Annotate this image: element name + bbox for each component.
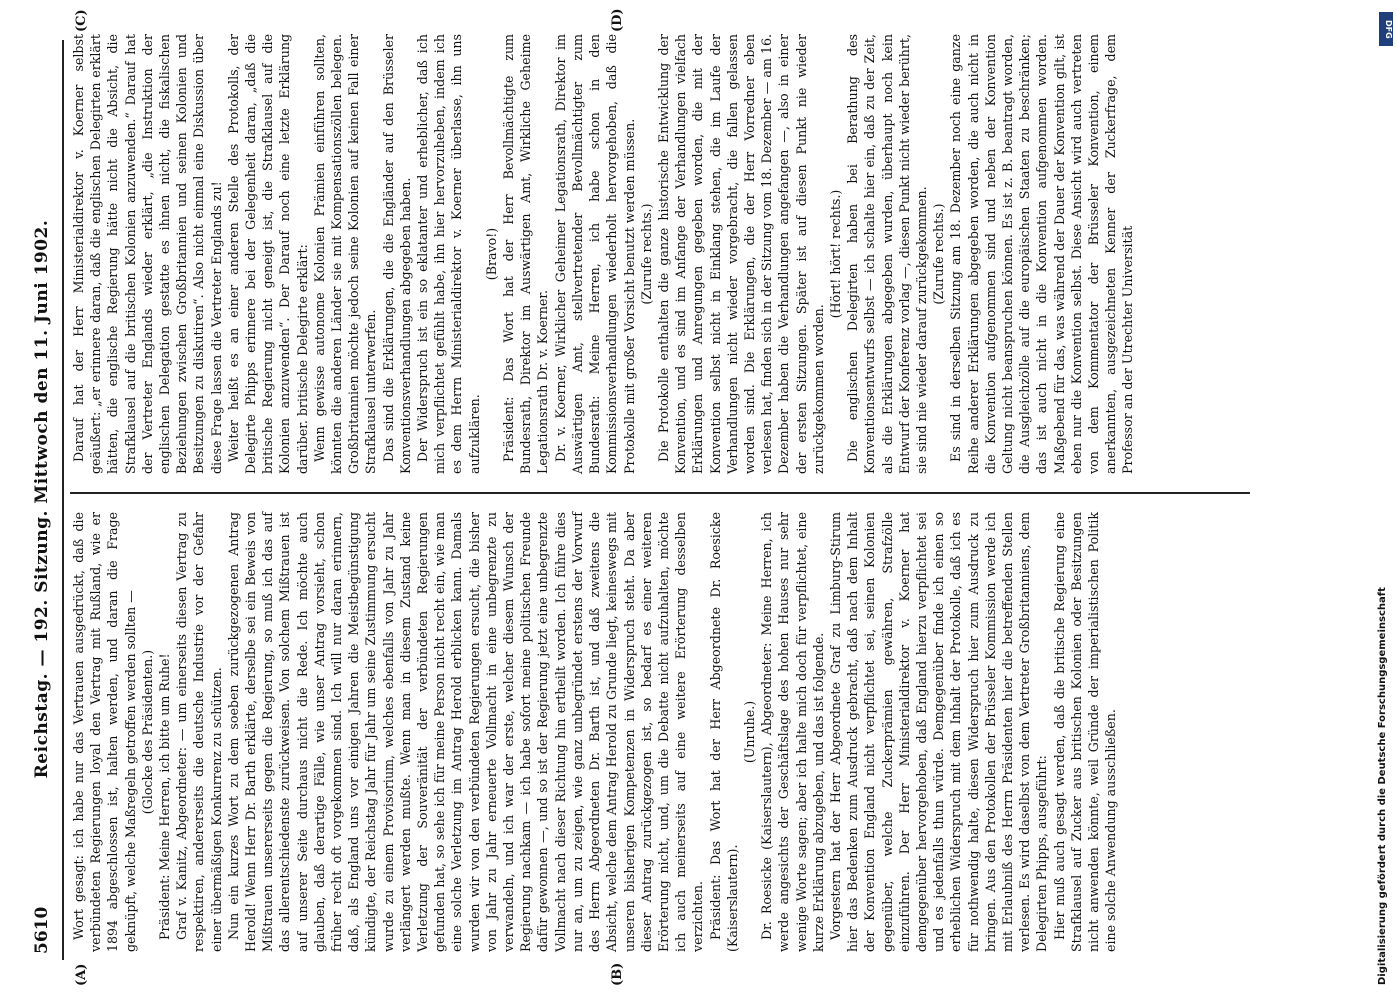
paragraph: Vorgestern hat der Herr Abgeordnete Graf zu Limburg-Stirum hier das Bedenken zum Ausdruck gebracht, daß nach dem Inhalt der Konvention England nicht verpflichtet sei, seinen Kolonien gegenüber, welche Zuckerprämien gewähren, Strafzölle einzuführen. Der Herr Ministerialdirektor v. Koerner hat demgegenüber hervorgehoben, daß England hierzu verpflichtet sei und es jedenfalls thun würde. Demgegenüber finde ich einen so erheblichen Widerspruch mit dem Inhalt der Protokolle, daß ich es für nothwendig halte, diesen Widerspruch hier zum Ausdruck zu bringen. Aus den Protokollen der Brüsseler Kommission werde ich mit Erlaubniß des Herrn Präsidenten hier die betreffenden Stellen verlesen. Es wird daselbst von dem Vertreter Großbritanniens, dem Delegirten Phipps, ausgeführt: <box>827 512 1050 952</box>
margin-marker-a: (A) <box>74 963 89 986</box>
paragraph: Präsident: Meine Herren, ich bitte um Ruhe! <box>157 653 173 940</box>
page-number: 5610 <box>32 906 52 954</box>
paragraph: Nun ein kurzes Wort zu dem soeben zurückgezogenen Antrag Herold! Wenn Herr Dr. Barth erklärte, derselbe sei ein Beweis von Mißtrauen unsererseits gegen die Regierung, so muß ich das auf das allerentschiedenste zurückweisen. Von solchem Mißtrauen ist auf unserer Seite durchaus nicht die Rede. Ich möchte auch glauben, daß derartige Fälle, wie unser Antrag vorsieht, schon früher recht oft vorgekommen sind. Ich will nur daran erinnern, daß, als England uns vor einigen Jahren die Meistbegünstigung kündigte, der Reichstag Jahr für Jahr um seine Zustimmung ersucht wurde zu einem Provisorium, welches ebenfalls von Jahr zu Jahr verlängert werden mußte. Wenn man in diesem Zustand keine Verletzung der Souveränität der verbündeten Regierungen gefunden hat, so sehe ich für meine Person nicht recht ein, wie man eine solche Verletzung im Antrag Herold erblicken kann. Damals wurden wir von den verbündeten Regierungen ersucht, die bisher von Jahr zu Jahr erneuerte Vollmacht in eine unbegrenzte zu verwandeln, und ich war der erste, welcher diesem Wunsch der Regierung nachkam — ich habe sofort meine politischen Freunde dafür gewonnen —, und so ist der Regierung jetzt eine unbegrenzte Vollmacht nach dieser Richtung hin ertheilt worden. Ich führe dies nur an, um zu zeigen, wie ganz unbegründet erstens der Vorwurf des Herrn Abgeordneten Dr. Barth ist, und daß zweitens die Absicht, welche dem Antrag Herold zu Grunde liegt, keineswegs mit unseren bisherigen Kompetenzen in Widerspruch steht. Da aber dieser Antrag zurückgezogen ist, so bedarf es einer weiteren Erörterung nicht, und, um die Debatte nicht aufzuhalten, möchte ich auch meinerseits auf eine weitere Erörterung desselben verzichten. <box>225 512 706 952</box>
paragraph: Der Widerspruch ist ein so eklatanter und erheblicher, daß ich mich verpflichtet gefühlt habe, ihn hier hervorzuheben, indem ich es dem Herrn Ministerialdirektor v. Koerner überlasse, ihn uns aufzuklären. <box>415 34 482 474</box>
digitization-note: Digitalisierung gefördert durch die Deutsche Forschungsgemeinschaft <box>1377 587 1388 985</box>
paragraph: Die Protokolle enthalten die ganze historische Entwicklung der Konvention, und es sind im Anfange der Verhandlungen vielfach Erklärungen und Anregungen gegeben worden, die mit der Konvention selbst nicht in Einklang stehen, die im Laufe der Verhandlungen nicht wieder vorgebracht, die fallen gelassen worden sind. Die Erklärungen, die der Herr Vorredner eben verlesen hat, finden sich in der Sitzung vom 18. Dezember — am 16. Dezember haben die Verhandlungen angefangen —, also in einer der ersten Sitzungen. Später ist auf diesen Punkt nie wieder zurückgekommen worden. <box>655 34 826 474</box>
paragraph: Dr. v. Koerner, Wirklicher Geheimer Legationsrath, Direktor im Auswärtigen Amt, stellvertretender Bevollmächtigter zum Bundesrath: Meine Herren, ich habe schon in den Kommissionsverhandlungen wiederholt hervorgehoben, daß die Protokolle mit großer Vorsicht benutzt werden müssen. <box>552 34 637 474</box>
paragraph: (Hört! hört! rechts.) <box>827 189 843 319</box>
margin-marker-b: (B) <box>610 962 625 986</box>
digitization-sidebar <box>1375 0 1397 1000</box>
margin-marker-c: (C) <box>74 9 89 32</box>
page-title: Reichstag. — 192. Sitzung. Mittwoch den 11. Juni 1902. <box>32 219 52 779</box>
paragraph: Hier muß auch gesagt werden, daß die britische Regierung eine Strafklausel auf Zucker aus britischen Kolonien oder Besitzungen nicht anwenden könnte, weil Gründe der imperialistischen Politik eine solche Anwendung ausschließen. <box>1051 512 1119 952</box>
paragraph: Wenn gewisse autonome Kolonien Prämien einführen sollten, könnten die anderen Länder sie mit Kompensationszöllen belegen. Großbritannien möchte jedoch seine Kolonien auf keinen Fall einer Strafklausel unterwerfen. <box>311 34 379 474</box>
header-rule <box>62 40 64 960</box>
paragraph: (Glocke des Präsidenten.) <box>139 649 155 815</box>
paragraph: (Unruhe.) <box>741 700 757 764</box>
paragraph: Präsident: Das Wort hat der Herr Abgeordnete Dr. Roesicke (Kaiserslautern). <box>707 512 740 952</box>
right-column <box>70 34 1250 474</box>
paragraph: Darauf hat der Herr Ministerialdirektor v. Koerner selbst geäußert: „er erinnere daran, daß die englischen Delegirten erklärt hätten, die englische Regierung hätte nicht die Absicht, die Strafklausel auf die britischen Kolonien anzuwenden.“ Darauf hat der Vertreter Englands wieder erklärt, „die Instruktion der englischen Delegation gestatte es ihnen nicht, die fiskalischen Beziehungen zwischen Großbritannien und seinen Kolonien und Besitzungen zu diskutiren“. Also nicht einmal eine Diskussion über diese Frage lassen die Vertreter Englands zu! <box>71 34 224 474</box>
paragraph: Dr. Roesicke (Kaiserslautern), Abgeordneter: Meine Herren, ich werde angesichts der Geschäftslage des hohen Hauses nur sehr wenige Worte sagen; aber ich halte mich doch für verpflichtet, eine kurze Erklärung abzugeben, und das ist folgende. <box>759 512 826 952</box>
paragraph: Es sind in derselben Sitzung am 18. Dezember noch eine ganze Reihe anderer Erklärungen abgegeben worden, die auch nicht in die Konvention aufgenommen sind und neben der Konvention Geltung nicht beanspruchen können. Es ist z. B. beantragt worden, die Ausgleichzölle auf die europäischen Staaten zu beschränken; das ist auch nicht in die Konvention aufgenommen worden. Maßgebend für das, was während der Dauer der Konvention gilt, ist eben nur die Konvention selbst. Diese Ansicht wird auch vertreten von dem Kommentator der Brüsseler Konvention, einem anerkannten, ausgezeichneten Kenner der Zuckerfrage, dem Professor an der Utrechter Universität <box>948 34 1136 474</box>
paragraph: (Bravo!) <box>483 227 499 281</box>
paragraph: (Zurufe rechts.) <box>638 203 654 305</box>
paragraph: Das sind die Erklärungen, die die Engländer auf den Brüsseler Konventionsverhandlungen abgegeben haben. <box>380 34 413 474</box>
paragraph: Weiter heißt es an einer anderen Stelle des Protokolls, der Delegirte Phipps erinnere bei der Gelegenheit daran, „daß die britische Regierung nicht geneigt ist, die Strafklausel auf die Kolonien anzuwenden“. Der Darauf noch eine letzte Erklärung darüber. britische Delegirte erklärt: <box>225 34 310 474</box>
paragraph: (Zurufe rechts.) <box>931 203 947 305</box>
column-rule <box>70 492 1250 494</box>
paragraph: Die englischen Delegirten haben bei Berathung des Konventionsentwurfs selbst — ich schalte hier ein, daß zu der Zeit, als die Erklärungen abgegeben wurden, überhaupt noch kein Entwurf der Konferenz vorlag —, diesen Punkt nicht wieder berührt, sie sind nie wieder darauf zurückgekommen. <box>845 34 929 474</box>
paragraph: Präsident: Das Wort hat der Herr Bevollmächtigte zum Bundesrath, Direktor im Auswärtigen Amt, Wirkliche Geheime Legationsrath Dr. v. Koerner. <box>501 34 551 474</box>
paragraph: Wort gesagt: ich habe nur das Vertrauen ausgedrückt, daß die verbündeten Regierungen loyal den Vertrag mit Rußland, wie er 1894 abgeschlossen ist, halten werden, und daran die Frage geknüpft, welche Maßregeln getroffen werden sollten — <box>71 512 138 952</box>
margin-marker-d: (D) <box>610 8 625 32</box>
page-header <box>28 44 58 954</box>
left-column <box>70 512 1119 952</box>
dfg-logo: DFG <box>1379 12 1393 46</box>
paragraph: Graf v. Kanitz, Abgeordneter: — um einerseits diesen Vertrag zu respektiren, andererseits die deutsche Industrie vor der Gefahr einer übermäßigen Konkurrenz zu schützen. <box>174 512 224 952</box>
